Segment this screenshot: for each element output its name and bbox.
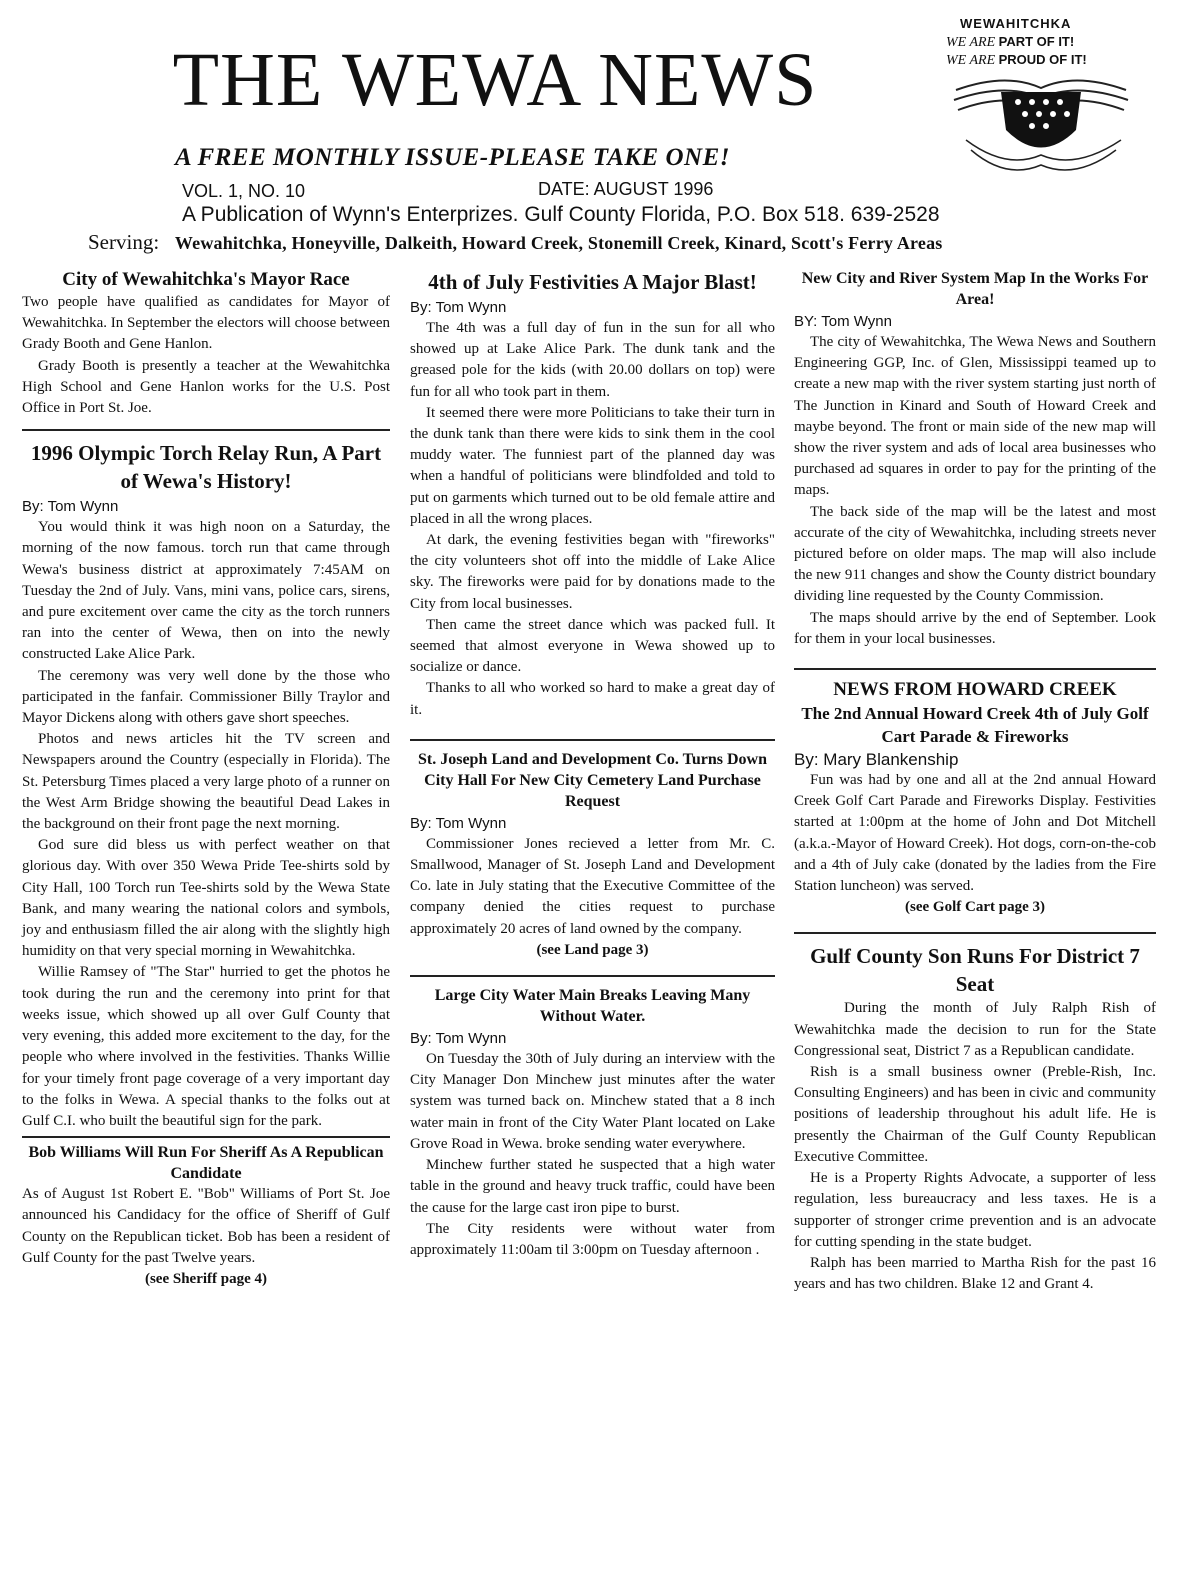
article-paragraph: God sure did bless us with perfect weather on that glorious day. With over 350 Wewa Pride Tee-shirts sold by City Hall, 100 Torch run Tee-shirts sold by the Wewa State Bank, and many wearing the national colors and symbols, joy and enthusiasm filled the air along with the slightly high humidity on that very special morning in Wewahitchka. [22, 837, 390, 960]
issue-date: DATE: AUGUST 1996 [538, 179, 714, 199]
article-headline: New City and River System Map In the Works For Area! [801, 270, 1149, 308]
article-byline: By: Tom Wynn [22, 498, 119, 516]
article-divider [410, 975, 775, 977]
article-paragraph: The city of Wewahitchka, The Wewa News and Southern Engineering GGP, Inc. of Glen, Mississippi teamed up to create a new map with the river system starting just north of The Junction in Kinard and South of Howard Creek and maybe beyond. The front or main side of the new map will show the river system and ads of local area businesses who purchased ad squares in order to pay for the printing of the maps. [794, 334, 1156, 499]
article-paragraph: The back side of the map will be the latest and most accurate of the city of Wewahitchka, including streets never pictured before on older maps. The map will also include the new 911 changes and show the County district boundary dividing line requested by the County Commission. [794, 503, 1156, 605]
column-right [794, 268, 1156, 1295]
continued-link[interactable]: (see Sheriff page 4) [144, 1270, 268, 1287]
masthead-title: THE WEWA NEWS [172, 38, 818, 122]
article-water-main [410, 985, 775, 1261]
article-headline: Bob Williams Will Run For Sheriff As A Republican Candidate [28, 1144, 384, 1183]
article-paragraph: Then came the street dance which was packed full. It seemed that almost everyone in Wewa showed up to socialize or dance. [410, 616, 775, 676]
article-torch-relay [22, 439, 390, 1132]
article-headline: St. Joseph Land and Development Co. Turns Down City Hall For New City Cemetery Land Purchase Request [418, 750, 767, 810]
article-paragraph: Grady Booth is presently a teacher at the Wewahitchka High School and Gene Hanlon works for the U.S. Post Office in Port St. Joe. [22, 357, 390, 417]
article-divider [410, 739, 775, 741]
logo-line-part: WE ARE PART OF IT! [946, 34, 1075, 50]
article-headline: 4th of July Festivities A Major Blast! [428, 270, 757, 294]
article-paragraph: On Tuesday the 30th of July during an interview with the City Manager Don Minchew just minutes after the water system was turned back on. Minchew stated that a 8 inch water main in front of the City Water Plant located on Lake Grove Road in Wewa. broke sending water everywhere. [410, 1051, 775, 1152]
article-paragraph: Two people have qualified as candidates for Mayor of Wewahitchka. In September the electors will choose between Grady Booth and Gene Hanlon. [22, 294, 390, 353]
article-sheriff [22, 1142, 390, 1290]
article-mayor-race [22, 268, 390, 419]
article-paragraph: The ceremony was very well done by the those who participated in the fanfair. Commissioner Billy Traylor and Mayor Dickens along with others gave short speeches. [22, 667, 390, 727]
article-district-seat [794, 942, 1156, 1295]
article-paragraph: Minchew further stated he suspected that a high water table in the ground and heavy truck traffic, could have been the cause for the large cast iron pipe to burst. [410, 1157, 775, 1216]
serving-area-list: Wewahitchka, Honeyville, Dalkeith, Howard Creek, Stonemill Creek, Kinard, Scott's Ferry Areas [174, 233, 943, 253]
publication-info: A Publication of Wynn's Enterprizes. Gulf County Florida, P.O. Box 518. 639-2528 [182, 203, 940, 226]
article-paragraph: You would think it was high noon on a Saturday, the morning of the now famous. torch run that came through Wewa's business district at approximately 7:45AM on Tuesday the 2nd of July. Vans, mini vans, police cars, sirens, and pure excitement over came the city as the torch runners ran into the center of Wewa, then on into the newly constructed Lake Alice Park. [22, 519, 390, 663]
article-divider [794, 668, 1156, 670]
article-city-map [794, 268, 1156, 650]
article-headline: City of Wewahitchka's Mayor Race [62, 269, 350, 290]
article-paragraph: At dark, the evening festivities began with "fireworks" the city volunteers shot off into the middle of Lake Alice sky. The fireworks were paid for by donations made to the City from local businesses. [410, 532, 775, 612]
masthead-tagline: A FREE MONTHLY ISSUE-PLEASE TAKE ONE! [175, 144, 730, 171]
article-byline: By: Tom Wynn [410, 299, 507, 316]
serving-label: Serving: [88, 230, 160, 254]
article-paragraph: Thanks to all who worked so hard to make a great day of it. [410, 680, 775, 718]
article-paragraph: Fun was had by one and all at the 2nd annual Howard Creek Golf Cart Parade and Fireworks Display. Festivities started at 1:00pm at the home of John and Dot Mitchell (a.k.a.-Mayor of Howard Creek). Hot dogs, corn-on-the-cob and a 4th of July cake (donated by the ladies from the Fire Station luncheon) was served. [794, 772, 1156, 895]
article-paragraph: The City residents were without water from approximately 11:00am til 3:00pm on Tuesday afternoon . [410, 1220, 775, 1258]
article-byline: By: Tom Wynn [410, 1030, 507, 1048]
article-paragraph: Ralph has been married to Martha Rish for the past 16 years and has two children. Blake 12 and Grant 4. [794, 1254, 1156, 1293]
article-headline: Large City Water Main Breaks Leaving Many Without Water. [434, 987, 751, 1026]
article-paragraph: As of August 1st Robert E. "Bob" Williams of Port St. Joe announced his Candidacy for the office of Sheriff of Gulf County on the Republican ticket. Bob has been a resident of Gulf County for the past Twelve years. [22, 1186, 390, 1266]
article-paragraph: The 4th was a full day of fun in the sun for all who showed up at Lake Alice Park. The dunk tank and the greased pole for the kids (with 20.00 dollars on top) were fun for all who took part in them. [410, 320, 775, 400]
continued-link[interactable]: (see Land page 3) [536, 941, 649, 958]
article-paragraph: Photos and news articles hit the TV screen and Newspapers around the Country (especially in Florida). The St. Petersburg Times placed a very large photo of a runner on the West Arm Bridge showing the beautiful Dead Lakes in the background on their front page the next morning. [22, 731, 390, 833]
article-divider [22, 429, 390, 431]
article-paragraph: It seemed there were more Politicians to take their turn in the dunk tank than there were kids to sink them in the cool muddy water. The funniest part of the planned day was when a handful of politicians were blindfolded and told to put on garments which turned out to be old female attire and placed in all the wrong places. [410, 404, 775, 527]
article-headline: 1996 Olympic Torch Relay Run, A Part of Wewa's History! [30, 441, 382, 494]
article-byline: BY: Tom Wynn [794, 313, 892, 330]
article-divider [22, 1136, 390, 1138]
column-center [410, 268, 775, 1261]
article-byline: By: Mary Blankenship [794, 750, 959, 770]
article-paragraph: During the month of July Ralph Rish of Wewahitchka made the decision to run for the State Congressional seat, District 7 as a Republican candidate. [794, 1000, 1156, 1059]
article-divider [794, 932, 1156, 934]
section-heading: NEWS FROM HOWARD CREEK [833, 679, 1117, 701]
article-st-joseph-land [410, 749, 775, 961]
article-byline: By: Tom Wynn [410, 814, 507, 832]
article-july-festivities [410, 268, 775, 721]
issue-volume: VOL. 1, NO. 10 [182, 181, 306, 201]
serving-areas [88, 230, 942, 255]
article-paragraph: Rish is a small business owner (Preble-Rish, Inc. Consulting Engineers) and has been in civic and community positions of leadership throughout his adult life. He is presently the Chairman of the Gulf County Republican Executive Committee. [794, 1064, 1156, 1165]
article-paragraph: The maps should arrive by the end of September. Look for them in your local businesses. [794, 609, 1156, 647]
article-paragraph: Commissioner Jones recieved a letter from Mr. C. Smallwood, Manager of St. Joseph Land and Development Co. late in July stating that the Executive Committee of the company denied the cities request to purchase approximately 20 acres of land owned by the company. [410, 835, 775, 937]
community-logo [938, 12, 1138, 187]
article-paragraph: Willie Ramsey of "The Star" hurried to get the photos he took during the run and the ceremony into print for that weeks issue, which showed up all over Gulf County that very evening, this added more excitement to the day, for the people who where involved in the festivities. Thanks Willie for your timely front page coverage of a very important day to the folks in Wewa. A special thanks to the folks out at Gulf C.I. who built the beautiful sign for the park. [22, 964, 390, 1129]
article-headline: The 2nd Annual Howard Creek 4th of July Golf Cart Parade & Fireworks [801, 704, 1149, 747]
flag-shield-icon [946, 70, 1136, 185]
article-howard-creek [794, 678, 1156, 918]
continued-link[interactable]: (see Golf Cart page 3) [905, 899, 1045, 916]
column-left [22, 268, 390, 1290]
logo-town-name: WEWAHITCHKA [960, 16, 1072, 31]
logo-line-proud: WE ARE PROUD OF IT! [946, 52, 1087, 68]
article-paragraph: He is a Property Rights Advocate, a supporter of less regulation, less bureaucracy and less taxes. He is a supporter of stronger crime prevention and is an advocate for cutting spending in the state budget. [794, 1170, 1156, 1250]
article-headline: Gulf County Son Runs For District 7 Seat [810, 944, 1140, 997]
